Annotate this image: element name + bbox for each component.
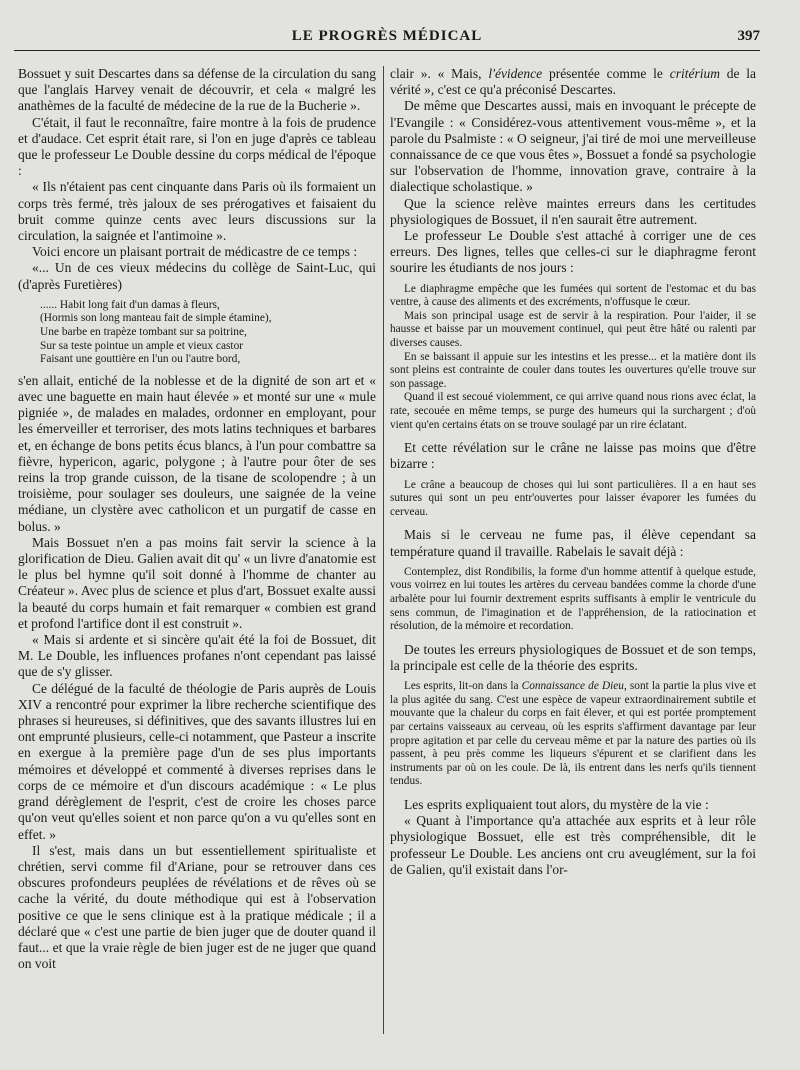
body-paragraph: Que la science relève maintes erreurs dans les certitudes physiologiques de Bossuet, il n'en saurait être autrement. <box>390 195 756 227</box>
right-column <box>390 66 756 1040</box>
body-paragraph: s'en allait, entiché de la noblesse et de la dignité de son art et « avec une baguette en main haut élevée » et monté sur une « mule pigniée », de malades en malades, ordonner en employant, pour les émerveiller et terroriser, des mots latins techniques et barbares et, en échange de bons petits écus blancs, à l'un pour combattre sa fièvre, hypericon, agaric, polygone ; à l'autre pour ôter de ses reins la trop grande cuisson, de la tisane de scolopendre ; à un troisième, pour soulager ses douleurs, une saignée de la veine médiane, un clystère avec catholicon et un purgatif de casse en bolus. » <box>18 372 376 534</box>
body-paragraph: De même que Descartes aussi, mais en invoquant le précepte de l'Evangile : « Considérez-vous attentivement vous-même », et la parole du Psalmiste : « O seigneur, j'ai tiré de moi une merveilleuse connaissance de ce que vous êtes », Bossuet a fondé sa psychologie sur l'observation de l'homme, innovation grave, contraire à la dialectique scholastique. » <box>390 98 756 195</box>
verse-quote <box>18 299 376 367</box>
quote-paragraph: Le diaphragme empêche que les fumées qui sortent de l'estomac et du bas ventre, à cause des aliments et des excréments, n'offusque le cœur. <box>390 282 756 309</box>
block-quote <box>390 566 756 634</box>
page-number: 397 <box>737 28 760 44</box>
body-paragraph: « Quant à l'importance qu'a attachée aux esprits et à leur rôle physiologique Bossuet, elle est très compréhensible, dit le professeur Le Double. Les anciens ont cru aveuglément, sur la foi de Galien, qu'il existait dans l'or- <box>390 813 756 877</box>
body-paragraph: «... Un de ces vieux médecins du collège de Saint-Luc, qui (d'après Furetières) <box>18 260 376 292</box>
block-quote <box>390 479 756 520</box>
body-paragraph: C'était, il faut le reconnaître, faire montre à la fois de prudence et d'audace. Cet esprit était rare, si l'on en juge d'après ce tableau que le professeur Le Double dessine du corps médical de l'époque : <box>18 114 376 179</box>
body-paragraph: clair ». « Mais, l'évidence présentée comme le critérium de la vérité », c'est ce qu'a préconisé Descartes. <box>390 66 756 98</box>
verse-line: Une barbe en trapèze tombant sur sa poitrine, <box>40 326 247 339</box>
body-paragraph: Il s'est, mais dans un but essentiellement spiritualiste et chrétien, servi comme fil d'Ariane, pour se retrouver dans ces obscures profondeurs peuplées de révélations et de rêves où se cache la vérité, du doute méthodique qui est à l'observation positive ce que le sens clinique est à la pratique médicale ; il a déclaré que « c'est une partie de bien juger que de douter quand il faut... et que la vraie règle de bien juger est de ne juger que quand on voit <box>18 842 376 972</box>
body-paragraph: « Mais si ardente et si sincère qu'ait été la foi de Bossuet, dit M. Le Double, les influences profanes n'ont cependant pas laissé que de s'y glisser. <box>18 632 376 680</box>
body-paragraph: Mais Bossuet n'en a pas moins fait servir la science à la glorification de Dieu. Galien avait dit qu' « un livre d'anatomie est le plus bel hymne qu'il soit donné à l'homme de chanter au Créateur ». Avec plus de science et plus d'art, Bossuet exalte aussi la beauté du corps humain et fait remarquer « combien est grand et profond l'artifice dont il est construit ». <box>18 534 376 631</box>
body-paragraph: Et cette révélation sur le crâne ne laisse pas moins que d'être bizarre : <box>390 440 756 472</box>
quote-paragraph: Contemplez, dist Rondibilis, la forme d'un homme attentif à quelque estude, vous voirrez en lui toutes les artères du cerveau bandées comme la chorde d'une arbalète pour lui fournir dextrement esprits suffisants à emplir le ventricule du sens commun, de l'imagination et de l'appréhension, de la ratiocination et résolution, de la mémoire et recordation. <box>390 565 756 633</box>
running-header <box>14 28 760 51</box>
verse-line: (Hormis son long manteau fait de simple étamine), <box>40 312 272 325</box>
verse-line: Sur sa teste pointue un ample et vieux castor <box>40 339 244 352</box>
verse-line: ...... Habit long fait d'un damas à fleurs, <box>40 298 220 311</box>
body-paragraph: Le professeur Le Double s'est attaché à corriger une de ces erreurs. Des lignes, telles que celles-ci sur le diaphragme feront sourire les étudiants de nos jours : <box>390 228 756 276</box>
block-quote <box>390 680 756 789</box>
left-column <box>18 66 376 1040</box>
body-paragraph: « Ils n'étaient pas cent cinquante dans Paris où ils formaient un corps très fermé, très jaloux de ses prérogatives et faisaient du bruit comme quinze cents avec leurs discussions sur la circulation, la saignée et l'antimoine ». <box>18 179 376 244</box>
block-quote <box>390 283 756 433</box>
column-divider <box>383 66 384 1034</box>
body-paragraph: Ce délégué de la faculté de théologie de Paris auprès de Louis XIV a rencontré pour exprimer la libre recherche scientifique des phrases si heureuses, si définitives, que des savants illustres lui en ont emprunté plusieurs, celle-ci notamment, que Pasteur a inscrite en exergue à la première page d'un de ses plus importants mémoires et développé et commenté à diverses reprises dans le corps de ce mémoire et d'un discours académique : « Le plus grand dérèglement de l'esprit, c'est de croire les choses parce qu'on veut qu'elles soient et non parce qu'on a vu qu'elles sont en effet. » <box>18 680 376 842</box>
verse-line: Faisant une gouttière en l'un ou l'autre bord, <box>40 353 241 366</box>
body-paragraph: Mais si le cerveau ne fume pas, il élève cependant sa température quand il travaille. Rabelais le savait déjà : <box>390 527 756 559</box>
quote-paragraph: En se baissant il appuie sur les intestins et les presse... et la matière dont ils sont pleins est contrainte de couler dans toutes les ouvertures qu'elle trouve sur son passage. <box>390 350 756 390</box>
quote-paragraph: Les esprits, lit-on dans la Connaissance de Dieu, sont la partie la plus vive et la plus agitée du sang. C'est une espèce de vapeur extraordinairement subtile et mouvante que la chaleur du corps en fait élever, et qui est portée promptement par certains vaisseaux au cerveau, où les esprits s'affirment davantage par leur propre agitation et par celle du cerveau même et par la nature des parties où ils passent, à peu près comme les liqueurs s'épurent et se clarifient dans les instruments par où on les coule. De là, ils entrent dans les nerfs qu'ils tiennent tendus. <box>390 680 756 788</box>
quote-paragraph: Mais son principal usage est de servir à la respiration. Pour l'aider, il se hausse et baisse par un mouvement continuel, qui peut être hâté ou ralenti par diverses causes. <box>390 309 756 350</box>
quote-paragraph: Le crâne a beaucoup de choses qui lui sont particulières. Il a en haut ses sutures qui sont un peu entr'ouvertes pour laisser évaporer les fumées du cerveau. <box>390 478 756 518</box>
quote-paragraph: Quand il est secoué violemment, ce qui arrive quand nous rions avec éclat, la rate, secouée en même temps, se purge des humeurs qui la surchargent ; d'où vient qu'en certains états on se trouve soulagé par un rire éclatant. <box>390 391 756 431</box>
body-paragraph: Voici encore un plaisant portrait de médicastre de ce temps : <box>32 244 358 260</box>
body-paragraph: Bossuet y suit Descartes dans sa défense de la circulation du sang que l'anglais Harvey venait de découvrir, et cela « malgré les anathèmes de la faculté de médecine de la rue de la Bucherie ». <box>18 66 376 114</box>
journal-title: LE PROGRÈS MÉDICAL <box>291 28 483 44</box>
body-paragraph: Les esprits expliquaient tout alors, du mystère de la vie : <box>404 796 709 812</box>
body-paragraph: De toutes les erreurs physiologiques de Bossuet et de son temps, la principale est celle de la théorie des esprits. <box>390 641 756 673</box>
